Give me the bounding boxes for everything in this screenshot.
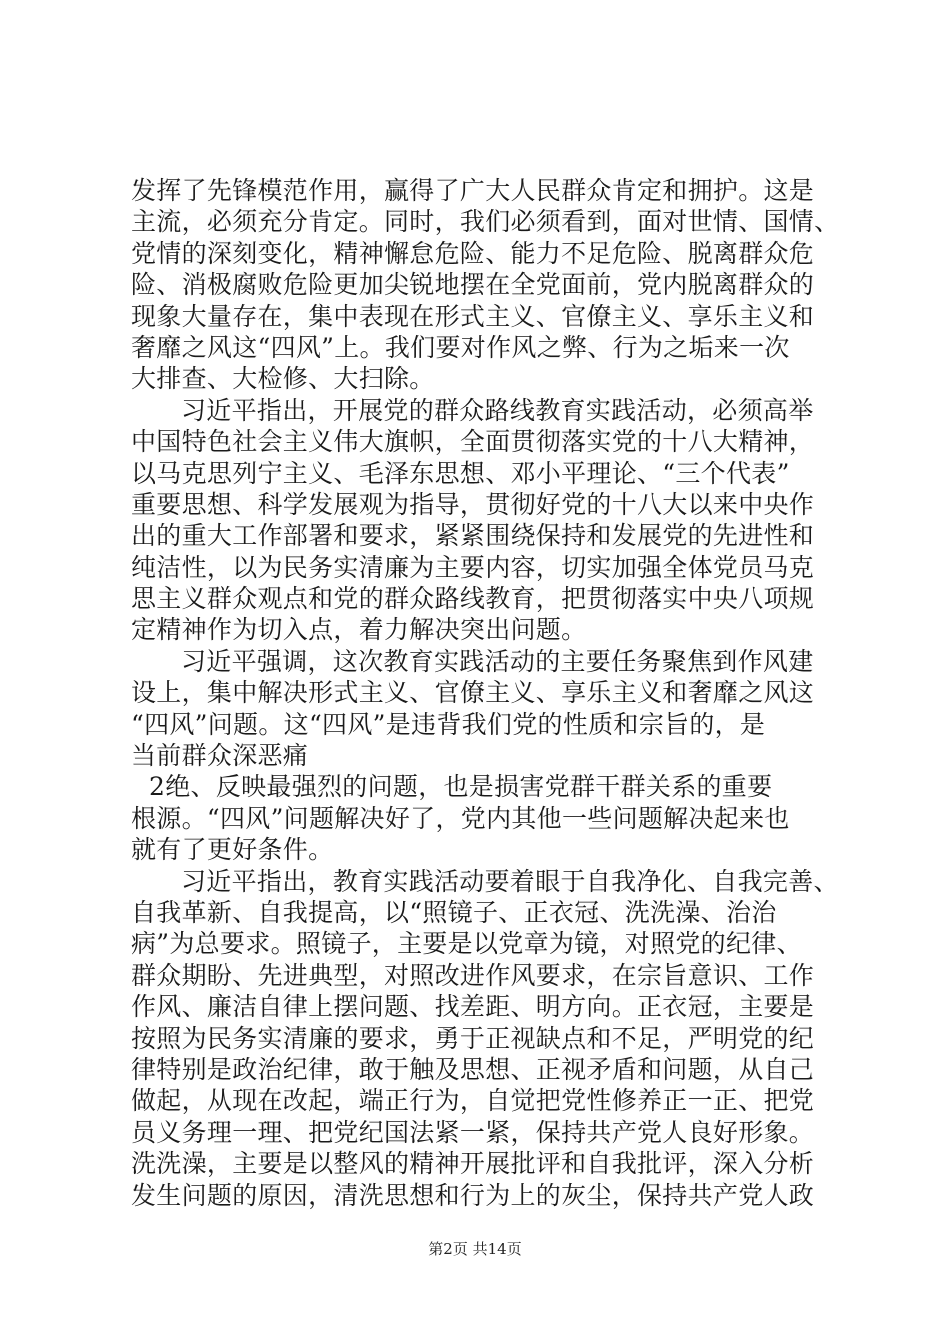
page-footer: 第2页 共14页 bbox=[428, 1240, 522, 1258]
text-line: 按照为民务实清廉的要求，勇于正视缺点和不足，严明党的纪 bbox=[131, 1023, 815, 1053]
text-line: 律特别是政治纪律，敢于触及思想、正视矛盾和问题，从自己 bbox=[131, 1054, 815, 1084]
text-line: 设上，集中解决形式主义、官僚主义、享乐主义和奢靡之风这 bbox=[131, 678, 815, 708]
text-line: 根源。“四风”问题解决好了，党内其他一些问题解决起来也 bbox=[131, 803, 790, 833]
text-line: 中国特色社会主义伟大旗帜，全面贯彻落实党的十八大精神， bbox=[131, 427, 815, 457]
text-line: 大排查、大检修、大扫除。 bbox=[131, 364, 435, 394]
text-line: 思主义群众观点和党的群众路线教育，把贯彻落实中央八项规 bbox=[131, 584, 815, 614]
text-line: 险、消极腐败危险更加尖锐地摆在全党面前，党内脱离群众的 bbox=[131, 270, 815, 300]
text-line: 定精神作为切入点，着力解决突出问题。 bbox=[131, 615, 587, 645]
document-body bbox=[131, 175, 840, 1211]
text-line: 发挥了先锋模范作用，赢得了广大人民群众肯定和拥护。这是 bbox=[131, 176, 815, 205]
text-line: 以马克思列宁主义、毛泽东思想、邓小平理论、“三个代表” bbox=[131, 458, 790, 488]
text-line: “四风”问题。这“四风”是违背我们党的性质和宗旨的，是 bbox=[131, 709, 766, 739]
text-line: 病”为总要求。照镜子，主要是以党章为镜，对照党的纪律、 bbox=[131, 929, 802, 959]
text-line: 重要思想、科学发展观为指导，贯彻好党的十八大以来中央作 bbox=[131, 489, 815, 519]
text-line: 出的重大工作部署和要求，紧紧围绕保持和发展党的先进性和 bbox=[131, 521, 815, 551]
text-line: 员义务理一理、把党纪国法紧一紧，保持共产党人良好形象。 bbox=[131, 1117, 815, 1147]
text-line: 现象大量存在，集中表现在形式主义、官僚主义、享乐主义和 bbox=[131, 301, 815, 331]
text-line: 当前群众深恶痛 bbox=[131, 741, 309, 771]
text-line: 习近平指出，教育实践活动要着眼于自我净化、自我完善、 bbox=[181, 866, 839, 896]
text-line: 群众期盼、先进典型，对照改进作风要求，在宗旨意识、工作 bbox=[131, 960, 815, 990]
text-line: 做起，从现在改起，端正行为，自觉把党性修养正一正、把党 bbox=[131, 1086, 815, 1116]
text-line: 习近平强调，这次教育实践活动的主要任务聚焦到作风建 bbox=[181, 646, 814, 676]
text-line: 2绝、反映最强烈的问题，也是损害党群干群关系的重要 bbox=[149, 772, 773, 802]
text-line: 党情的深刻变化，精神懈怠危险、能力不足危险、脱离群众危 bbox=[131, 238, 815, 268]
text-line: 发生问题的原因，清洗思想和行为上的灰尘，保持共产党人政 bbox=[131, 1180, 815, 1210]
text-line: 纯洁性，以为民务实清廉为主要内容，切实加强全体党员马克 bbox=[131, 552, 815, 582]
text-line: 主流，必须充分肯定。同时，我们必须看到，面对世情、国情、 bbox=[131, 207, 840, 237]
text-line: 自我革新、自我提高，以“照镜子、正衣冠、洗洗澡、治治 bbox=[131, 897, 777, 927]
text-line: 奢靡之风这“四风”上。我们要对作风之弊、行为之垢来一次 bbox=[131, 332, 790, 362]
text-line: 作风、廉洁自律上摆问题、找差距、明方向。正衣冠，主要是 bbox=[131, 992, 815, 1022]
text-line: 洗洗澡，主要是以整风的精神开展批评和自我批评，深入分析 bbox=[131, 1149, 815, 1179]
text-line: 就有了更好条件。 bbox=[131, 835, 334, 865]
text-line: 习近平指出，开展党的群众路线教育实践活动，必须高举 bbox=[181, 395, 814, 425]
